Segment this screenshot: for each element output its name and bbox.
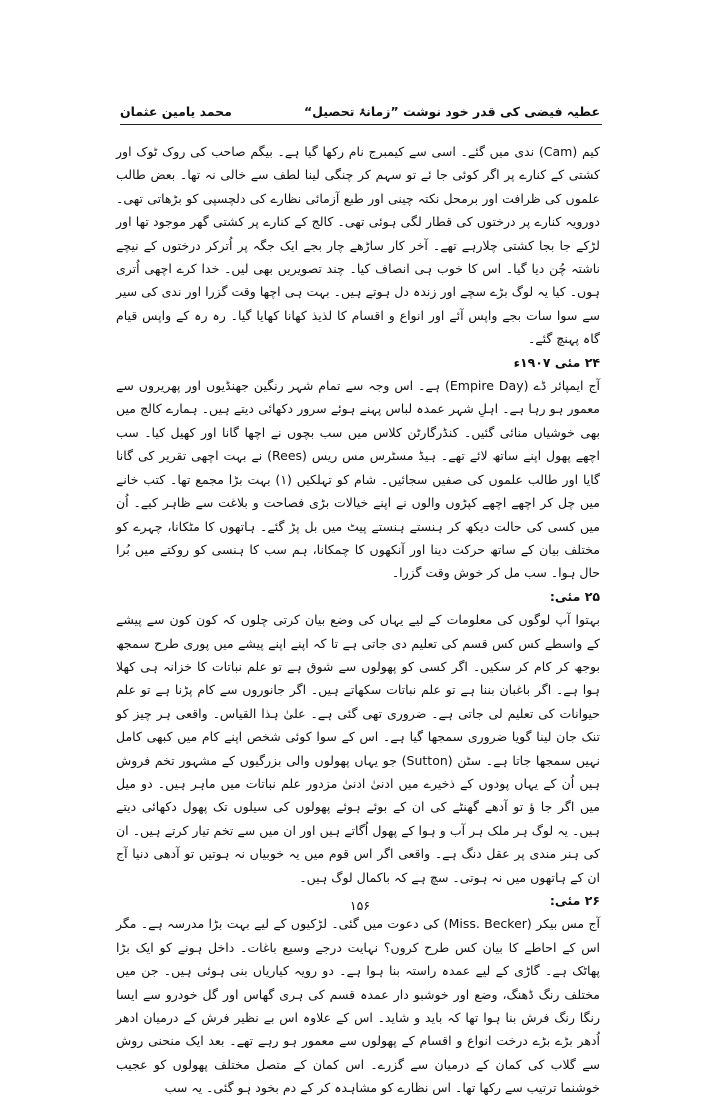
paragraph-4: آج مس بیکر (Miss. Becker) کی دعوت میں گئی۔ لڑکیوں کے لیے بہت بڑا مدرسہ ہے۔ مگر اس کے احاطے کا بیان کس طرح کروں؟ نہایت درجے وسیع باغات۔ داخل ہونے کو ایک بڑا پھاٹک ہے۔ گاڑی کے لیے عمدہ راستہ بنا ہوا ہے۔ دو رویہ کیاریاں بنی ہوئی ہیں۔ جن میں مختلف رنگ ڈھنگ، وضع اور خوشبو دار عمدہ قسم کی ہری گھاس اور گل خودرو سے ایسا رنگا رنگ فرش بنا ہوا تھا کہ باید و شاید۔ اس کے علاوہ اس بے نظیر فرش کے درمیان ادھر اُدھر بڑے بڑے درخت انواع و اقسام کے پھولوں سے معمور ہو رہے تھے۔ بعد ایک منحنی روش سے گلاب کی کمان کے درمیان سے گزرے۔ اس کمان کے متصل مختلف پھولوں کو عجیب خوشنما ترتیب سے رکھا تھا۔ اس نظارے کو مشاہدہ کر کے دم بخود ہو گئی۔ یہ سب (116, 916, 600, 1096)
header-rule (120, 124, 602, 125)
date-heading-26-may: ۲۶ مئی: (549, 893, 600, 908)
date-heading-24-may: ۲۴ مئی ۱۹۰۷ء (513, 354, 600, 370)
header-author: محمد یامین عثمان (120, 104, 232, 119)
page-number: ۱۵۶ (349, 898, 371, 913)
paragraph-1: کیم (Cam) ندی میں گئے۔ اسی سے کیمبرج نام رکھا گیا ہے۔ بیگم صاحب کی روک ٹوک اور کشتی کے کنارے پر اگر کوئی جا ئے تو سہم کر چنگی لینا لطف سے خالی نہ تھا۔ بعض طالب علموں کی ظرافت اور برمحل نکتہ چینی اور طبع آزمائی نظارے کی دلچسپی کو بڑھاتی تھی۔ دورویہ کنارے پر درختوں کی قطار لگی ہوئی تھی۔ کالج کے کنارے پر کشتی گھر موجود تھا اور لڑکے جا بجا کشتی چلارہے تھے۔ آخر کار ساڑھے چار بجے ایک جگہ پر اُترکر درختوں کے نیچے ناشتہ چُن دیا گیا۔ اس کا خوب ہی انصاف کیا۔ چند تصویریں بھی لیں۔ خدا کرے اچھی اُتری ہوں۔ کیا یہ لوگ بڑے سچے اور زندہ دل ہوتے ہیں۔ بہت ہی اچھا وقت گزرا اور ندی کی سیر سے سوا سات بجے واپس آئے اور انواع و اقسام کا لذیذ کھانا کھایا گیا۔ رہ رہ کے واپس قیام گاہ پہنچ گئے۔ (116, 144, 600, 347)
header-title: عطیہ فیضی کی قدر خود نوشت ”زمانۂ تحصیل“ (303, 104, 600, 119)
date-heading-25-may: ۲۵ مئی: (549, 588, 600, 604)
running-header (120, 104, 600, 126)
paragraph-3: بہتوا آپ لوگوں کی معلومات کے لیے یہاں کی وضع بیان کرتی چلوں کہ کون کون سے پیشے کے واسطے کس کس قسم کی تعلیم دی جاتی ہے تا کہ اپنے اپنے پیشے میں پوری طرح سمجھ بوجھ کر کام کر سکیں۔ اگر کسی کو پھولوں سے شوق ہے تو علم نباتات کا خزانہ ہی کھلا ہوا ہے۔ اگر باغبان بننا ہے تو علم نباتات سکھاتے ہیں۔ اگر جانوروں سے کام پڑنا ہے تو علم حیوانات کی تعلیم لی جاتی ہے۔ ضروری تھی گئی ہے۔ علیٰ ہذا القیاس۔ واقعی ہر چیز کو تنک جان لینا گویا ضروری سمجھا گیا ہے۔ اس کے سوا کوئی شخص اپنے کام میں کبھی کامل نہیں سمجھا جاتا ہے۔ سٹن (Sutton) جو یہاں پھولوں والی بزرگیوں کے مشہور تخم فروش ہیں اُن کے یہاں پودوں کے ذخیرے میں ادنیٰ ادنیٰ مزدور علم نباتات میں ماہر ہیں۔ دو میل میں اگر جا ؤ تو آدھے گھنٹے کی ان کے بوئے ہوئے پھولوں کی سیلوں تک پھول دکھائی دیتے ہیں۔ یہ لوگ ہر ملک ہر آب و ہوا کے پھول اُگاتے ہیں اور ان میں سے تخم تیار کرتے ہیں۔ ان کی ہنر مندی پر عقل دنگ ہے۔ واقعی اگر اس قوم میں یہ خوبیاں نہ ہوتیں تو آدھی دنیا آج ان کے ہاتھوں میں نہ ہوتی۔ سچ ہے کہ باکمال لوگ ہیں۔ (116, 612, 600, 885)
main-text (116, 140, 600, 1100)
paragraph-2: آج ایمپائر ڈے (Empire Day) ہے۔ اس وجہ سے تمام شہر رنگین جھنڈیوں اور پھریروں سے معمور ہو رہا ہے۔ اہلِ شہر عمدہ لباس پہنے ہوئے سرور دکھائی دیتے ہیں۔ ہمارے کالج میں بھی خوشیاں منائی گئیں۔ کنڈرگارٹن کلاس میں سب بچوں نے اچھا گانا اور کھیل کیا۔ سب اچھے پھول اپنے ساتھ لائے تھے۔ ہیڈ مسٹرس مس ریس (Rees) نے بہت اچھی تقریر کی گانا گایا اور طالب علموں کی صفیں سجائیں۔ شام کو تہلکیں (۱) بہت بڑا مجمع تھا۔ کتب خانے میں چل کر اچھے اچھے کپڑوں والوں نے اپنے خیالات بڑی فصاحت و بلاغت سے ظاہر کیے۔ اُن میں کسی کی حالت دیکھ کر ہنستے ہنستے پیٹ میں بل پڑ گئے۔ ہاتھوں کا مٹکانا، چہرے کو مختلف بیان کے ساتھ حرکت دینا اور آنکھوں کا چمکانا، ہم سب کا ہنسی کو روکتے میں بُرا حال ہوا۔ سب مل کر خوش وقت گزرا۔ (116, 378, 600, 581)
